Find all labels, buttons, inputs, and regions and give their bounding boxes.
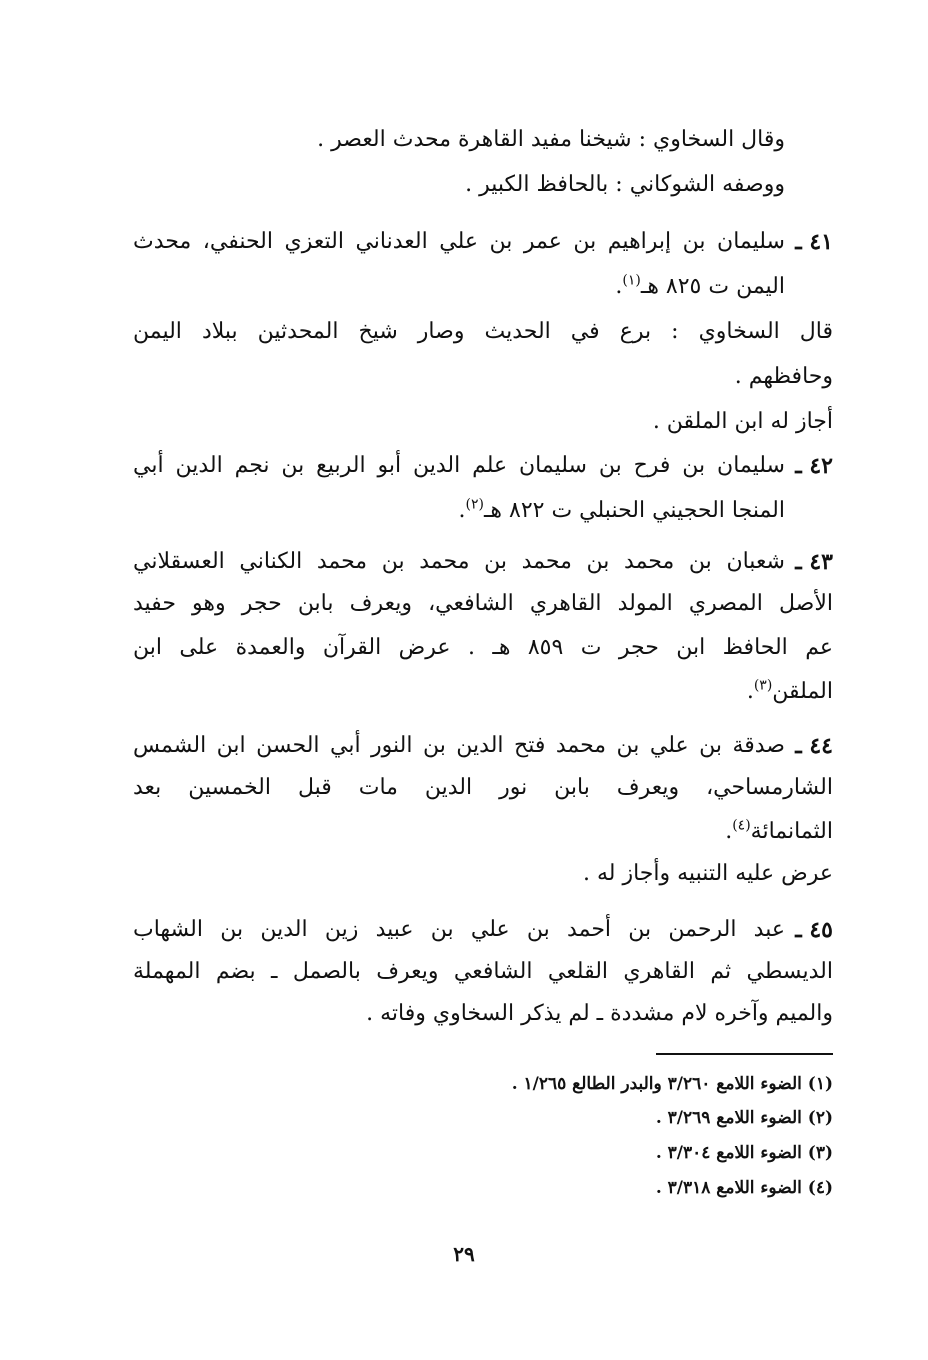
- intro-block: [135, 120, 785, 200]
- entry-44: [133, 726, 833, 896]
- footnote-ref: (٤): [732, 817, 751, 834]
- footnote: (٢) الضوء اللامع ٣/٢٦٩ .: [655, 1108, 833, 1128]
- entry-line: شعبان بن محمد بن محمد بن محمد بن محمد الكناني العسقلاني: [133, 549, 785, 574]
- entry-line-with-ref: [747, 672, 833, 712]
- entry-line-tail: .: [615, 274, 623, 299]
- entry-line: الأصل المصري المولد القاهري الشافعي، ويعرف بابن حجر وهو حفيد: [133, 591, 833, 616]
- entry-line: الديسطي ثم القاهري القلعي الشافعي ويعرف بالصمل ـ بضم المهملة: [133, 959, 833, 984]
- entry-line: صدقة بن علي بن محمد فتح الدين بن النور أبي الحسن ابن الشمس: [133, 733, 785, 758]
- footnote-ref: (١): [622, 272, 641, 289]
- footnote-ref: (٢): [465, 496, 484, 513]
- entry-42: [133, 446, 833, 536]
- entry-line-with-ref: [725, 812, 833, 852]
- footnote: (٣) الضوء اللامع ٣/٣٠٤ .: [655, 1143, 833, 1163]
- entry-number: ٤٥ ـ: [795, 917, 833, 943]
- entry-line: سليمان بن إبراهيم بن عمر بن علي العدناني التعزي الحنفي، محدث: [133, 229, 785, 254]
- intro-line: وقال السخاوي : شيخنا مفيد القاهرة محدث العصر .: [317, 127, 785, 152]
- entry-45: [133, 910, 833, 1040]
- entry-number: ٤٣ ـ: [795, 549, 833, 575]
- intro-line: ووصفه الشوكاني : بالحافظ الكبير .: [465, 172, 785, 197]
- footnote: (١) الضوء اللامع ٣/٢٦٠ والبدر الطالع ١/٢٦٥ .: [511, 1074, 833, 1094]
- footnote-separator: [656, 1053, 833, 1055]
- entry-line: الشارمساحي، ويعرف بابن نور الدين مات قبل الخمسين بعد: [133, 775, 833, 800]
- entry-line-tail: .: [725, 819, 733, 844]
- entry-extra-line: عرض عليه التنبيه وأجاز له .: [583, 861, 833, 886]
- entry-line: الملقن: [772, 679, 833, 704]
- footnote: (٤) الضوء اللامع ٣/٣١٨ .: [655, 1178, 833, 1198]
- entry-extra-line: وحافظهم .: [734, 364, 833, 389]
- entry-line: عبد الرحمن بن أحمد بن علي بن عبيد زين الدين بن الشهاب: [133, 917, 785, 942]
- entry-line: سليمان بن فرح بن سليمان علم الدين أبو الربيع بن نجم الدين أبي: [133, 453, 785, 478]
- entry-extra-line: أجاز له ابن الملقن .: [652, 409, 833, 434]
- entry-number: ٤٢ ـ: [795, 453, 833, 479]
- entry-line-tail: .: [458, 498, 466, 523]
- page-number: ٢٩: [453, 1242, 475, 1266]
- entry-line-tail: .: [746, 679, 754, 704]
- entry-line: اليمن ت ٨٢٥ هـ: [640, 274, 785, 299]
- entry-line: والميم وآخره لام مشددة ـ لم يذكر السخاوي وفاته .: [366, 1001, 833, 1026]
- entry-line-with-ref: [459, 491, 785, 531]
- entry-line: المنجا الحجيني الحنبلي ت ٨٢٢ هـ: [483, 498, 785, 523]
- footnote-ref: (٣): [753, 677, 773, 694]
- entry-41: [133, 222, 833, 452]
- entry-43: [133, 542, 833, 722]
- entry-number: ٤١ ـ: [795, 229, 833, 255]
- entry-number: ٤٤ ـ: [795, 733, 833, 759]
- entry-extra-line: قال السخاوي : برع في الحديث وصار شيخ المحدثين ببلاد اليمن: [133, 319, 833, 344]
- entry-line: عم الحافظ ابن حجر ت ٨٥٩ هـ . عرض القرآن والعمدة على ابن: [133, 635, 833, 660]
- entry-line-with-ref: [615, 267, 785, 307]
- entry-line: الثمانمائة: [750, 819, 833, 844]
